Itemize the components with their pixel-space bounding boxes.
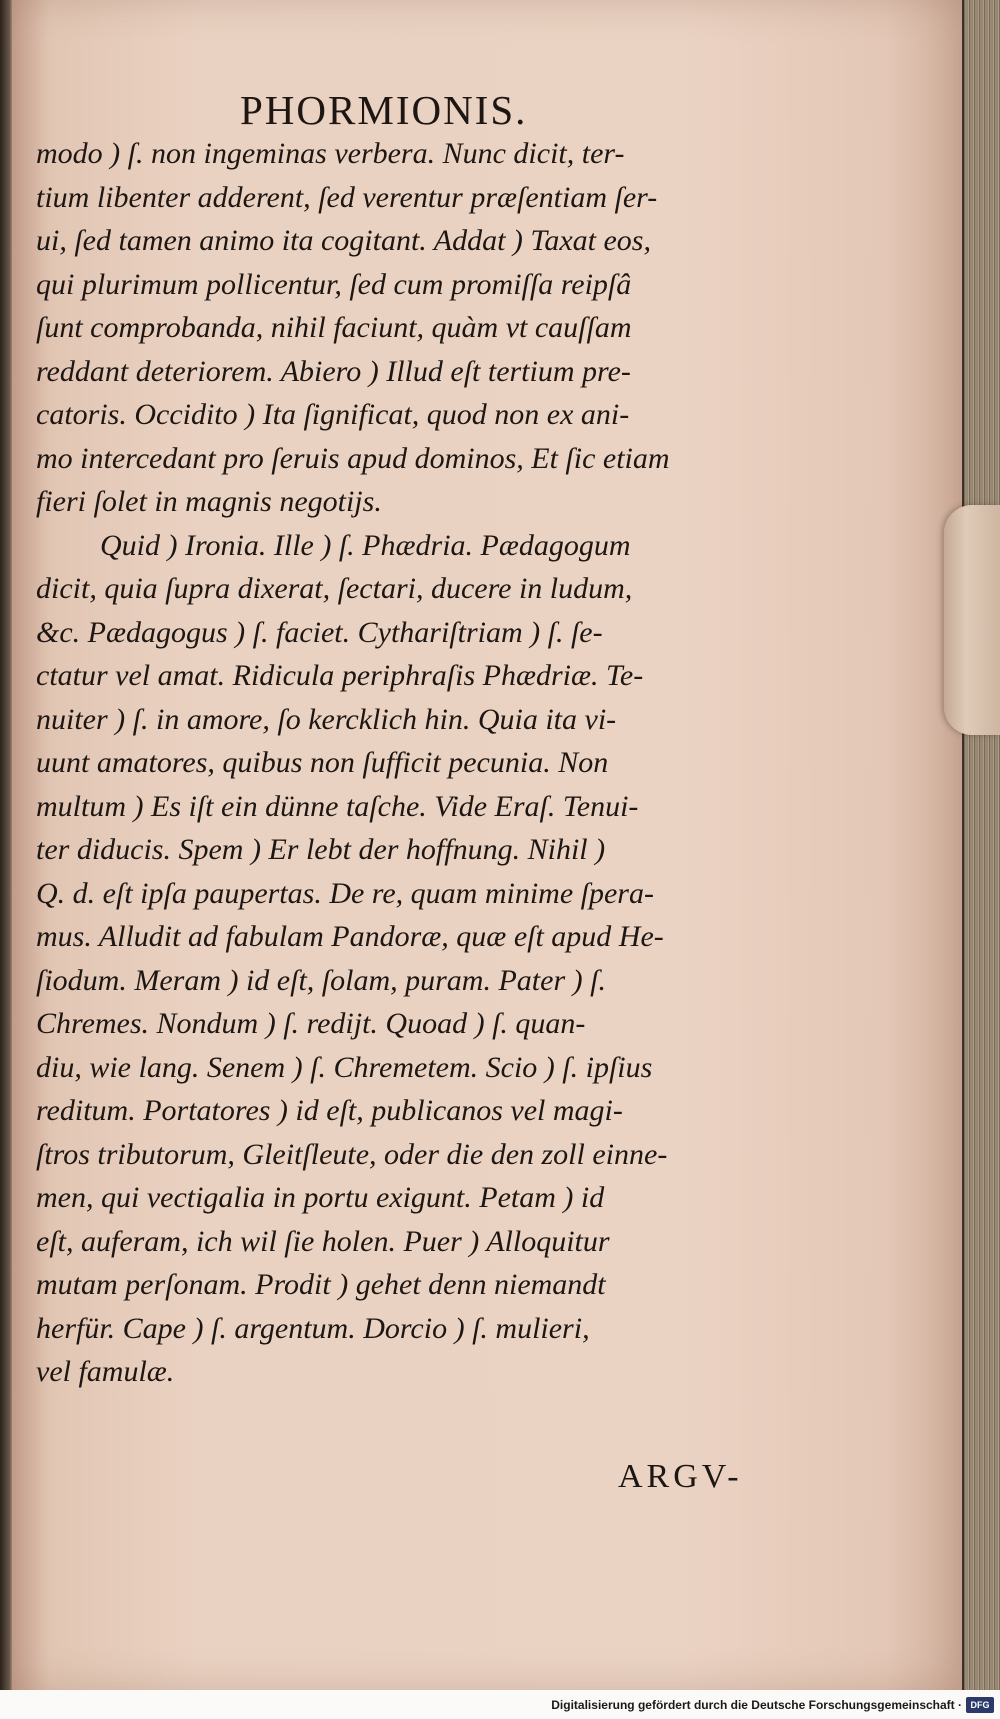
dfg-logo-icon: DFG <box>966 1697 994 1713</box>
running-head: PHORMIONIS. <box>240 87 528 133</box>
text-line: diu, wie lang. Senem ) ſ. Chremetem. Scio ) ſ. ipſius <box>36 1050 653 1084</box>
text-line: reditum. Portatores ) id eſt, publicanos vel magi- <box>36 1094 623 1127</box>
text-line: ſunt comprobanda, nihil faciunt, quàm vt cauſſam <box>36 311 632 344</box>
text-line: fieri ſolet in magnis negotijs. <box>36 485 382 518</box>
text-line: Q. d. eſt ipſa paupertas. De re, quam minime ſpera- <box>36 876 654 910</box>
text-line: eſt, auferam, ich wil ſie holen. Puer ) Alloquitur <box>36 1224 610 1258</box>
text-line: tium libenter adderent, ſed verentur præſentiam ſer- <box>36 180 658 214</box>
text-line: mus. Alludit ad fabulam Pandoræ, quæ eſt apud He- <box>36 920 664 953</box>
text-line: reddant deteriorem. Abiero ) Illud eſt tertium pre- <box>36 354 631 388</box>
text-line: &c. Pædagogus ) ſ. faciet. Cythariſtriam ) ſ. ſe- <box>36 615 603 649</box>
text-line: ſtros tributorum, Gleitſleute, oder die den zoll einne- <box>36 1137 668 1171</box>
text-line: modo ) ſ. non ingeminas verbera. Nunc dicit, ter- <box>36 137 625 170</box>
text-line: Quid ) Ironia. Ille ) ſ. Phædria. Pædagogum <box>100 528 631 562</box>
text-line: mo intercedant pro ſeruis apud dominos, Et ſic etiam <box>36 441 670 475</box>
text-line: qui plurimum pollicentur, ſed cum promiſſa reipſâ <box>36 267 632 301</box>
book-page-edges <box>962 0 1000 1690</box>
book-clasp <box>944 505 1000 735</box>
text-line: vel famulæ. <box>36 1355 175 1388</box>
text-line: Chremes. Nondum ) ſ. redijt. Quoad ) ſ. quan- <box>36 1007 586 1040</box>
text-line: mutam perſonam. Prodit ) gehet denn niemandt <box>36 1268 606 1301</box>
text-line: uunt amatores, quibus non ſufficit pecunia. Non <box>36 746 609 779</box>
text-line: ſiodum. Meram ) id eſt, ſolam, puram. Pater ) ſ. <box>36 963 606 997</box>
catchword: ARGV- <box>618 1458 743 1495</box>
text-line: multum ) Es iſt ein dünne taſche. Vide Eraſ. Tenui- <box>36 789 639 823</box>
text-line: herfür. Cape ) ſ. argentum. Dorcio ) ſ. mulieri, <box>36 1311 590 1345</box>
text-line: ui, ſed tamen animo ita cogitant. Addat ) Taxat eos, <box>36 224 651 257</box>
text-block <box>36 132 856 1394</box>
text-line: ctatur vel amat. Ridicula periphraſis Phædriæ. Te- <box>36 659 644 692</box>
text-line: dicit, quia ſupra dixerat, ſectari, ducere in ludum, <box>36 572 633 605</box>
text-line: nuiter ) ſ. in amore, ſo kercklich hin. Quia ita vi- <box>36 702 617 736</box>
text-line: catoris. Occidito ) Ita ſignificat, quod non ex ani- <box>36 398 630 431</box>
digitization-credit: Digitalisierung gefördert durch die Deutsche Forschungsgemeinschaft · <box>551 1698 962 1712</box>
text-line: ter diducis. Spem ) Er lebt der hoffnung. Nihil ) <box>36 833 606 866</box>
text-line: men, qui vectigalia in portu exigunt. Petam ) id <box>36 1181 605 1214</box>
